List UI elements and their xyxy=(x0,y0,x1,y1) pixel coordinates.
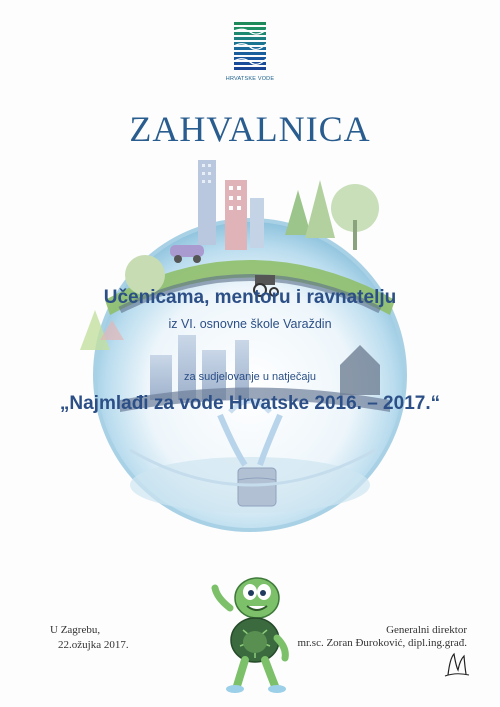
place-text: U Zagrebu, xyxy=(50,624,101,636)
car xyxy=(170,245,204,257)
school-line: iz VI. osnovne škole Varaždin xyxy=(168,317,332,331)
water-tank xyxy=(238,468,276,506)
signature xyxy=(442,650,472,678)
logo-text: HRVATSKE VODE xyxy=(225,76,275,82)
hrvatske-vode-logo xyxy=(223,22,277,84)
building xyxy=(225,180,247,250)
page-title: ZAHVALNICA xyxy=(129,109,371,149)
reason-line: za sudjelovanje u natječaju xyxy=(183,371,317,383)
recipients-line: Učenicama, mentoru i ravnatelju xyxy=(103,287,397,308)
logo-emblem xyxy=(223,22,277,74)
director-title: Generalni direktor xyxy=(386,624,467,636)
turtle-mascot-icon xyxy=(205,568,295,698)
director-name: mr.sc. Zoran Đuroković, dipl.ing.građ. xyxy=(297,637,467,649)
competition-title: „Najmlađi za vode Hrvatske 2016. – 2017.“ xyxy=(59,393,441,414)
date-text: 22.ožujka 2017. xyxy=(58,639,129,651)
building xyxy=(198,160,216,245)
tree xyxy=(285,190,311,235)
globe-illustration xyxy=(60,150,450,550)
